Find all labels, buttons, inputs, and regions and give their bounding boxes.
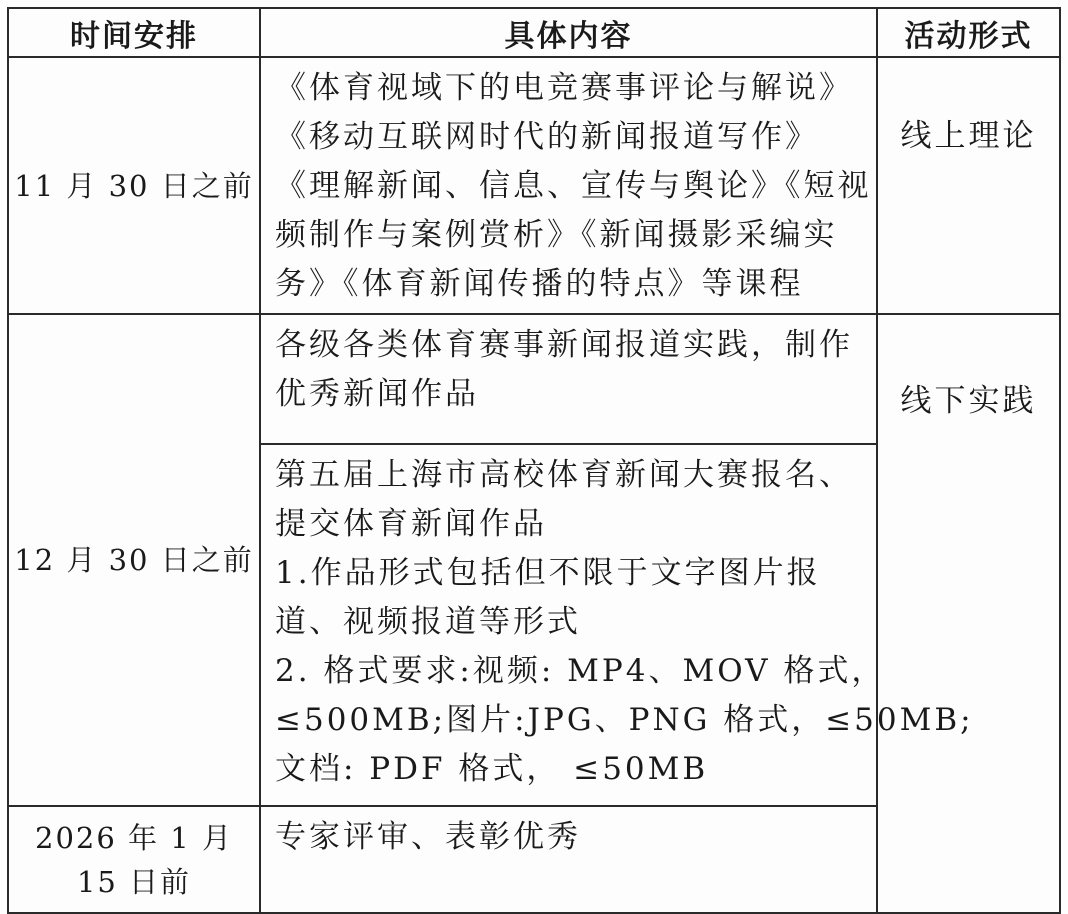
form-label: 线下实践 [900,383,1037,419]
time-cell: 12 月 30 日之前 [8,314,260,806]
schedule-table [7,7,1061,914]
content-line: 道、视频报道等形式 [275,604,581,640]
content-line: 各级各类体育赛事新闻报道实践，制作 [275,327,853,363]
content-line: 2. 格式要求:视频: MP4、MOV 格式， [275,653,886,689]
content-line: 文档: PDF 格式， ≤50MB [275,751,709,787]
content-cell [260,806,877,913]
header-row [8,8,1060,57]
form-label: 线上理论 [900,118,1037,154]
table-row [8,57,1060,314]
form-cell [877,57,1060,314]
content-line: 频制作与案例赏析》《新闻摄影采编实 [275,217,838,253]
content-line: 专家评审、表彰优秀 [275,819,581,855]
content-line: 优秀新闻作品 [275,376,479,412]
header-form: 活动形式 [877,8,1060,57]
time-cell: 11 月 30 日之前 [8,57,260,314]
content-line: 提交体育新闻作品 [275,506,547,542]
content-cell [260,314,877,444]
content-line: ≤500MB;图片:JPG、PNG 格式，≤50MB; [275,702,974,738]
content-cell [260,444,974,806]
content-line: 《体育视域下的电竞赛事评论与解说》 [275,70,853,106]
content-line: 务》《体育新闻传播的特点》等课程 [275,266,804,302]
form-cell [877,314,1060,913]
content-cell [260,57,877,314]
header-content: 具体内容 [260,8,877,57]
time-line: 15 日前 [76,864,192,899]
header-time: 时间安排 [8,8,260,57]
content-line: 第五届上海市高校体育新闻大赛报名、 [275,457,853,493]
content-line: 1.作品形式包括但不限于文字图片报 [275,555,821,591]
content-line: 《移动互联网时代的新闻报道写作》 [275,119,819,155]
content-line: 《理解新闻、信息、宣传与舆论》《短视 [275,168,872,204]
time-line: 2026 年 1 月 [35,820,233,855]
time-cell [8,806,260,913]
table-row [8,314,1060,444]
